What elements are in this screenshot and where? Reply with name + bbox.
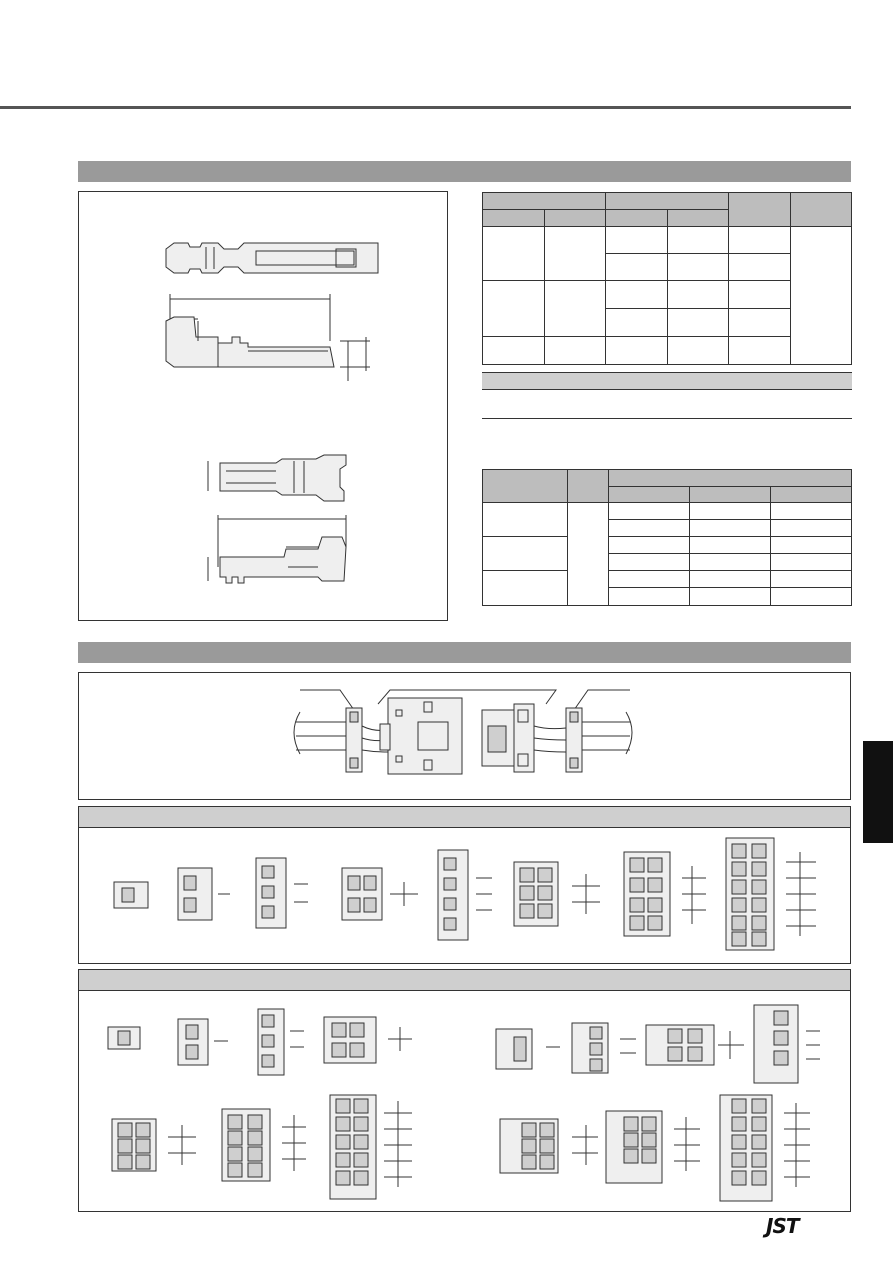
- plug-1-circuit: [108, 1027, 140, 1049]
- plug-panel-12-circuit: [720, 1095, 810, 1201]
- header-rule: [0, 106, 851, 109]
- receptacle-4-circuit: [342, 868, 418, 920]
- contact-b-plan-drawing: [208, 455, 346, 501]
- contact-b-side-drawing: [208, 515, 346, 583]
- section-bar-housings: [78, 642, 851, 663]
- plug-housing-drawings: [78, 969, 851, 1212]
- plug-panel-3-circuit: [572, 1023, 636, 1073]
- plug-6-circuit: [112, 1119, 196, 1171]
- spec-table-tools: [482, 469, 852, 606]
- plug-panel-4-circuit: [646, 1025, 744, 1065]
- note-rule: [482, 418, 852, 419]
- plug-12-circuit: [330, 1095, 412, 1199]
- plug-8-circuit: [222, 1109, 306, 1181]
- jst-logo: JST: [766, 1214, 799, 1238]
- receptacle-8-circuit: [624, 852, 706, 936]
- contact-drawings: [78, 191, 448, 621]
- plug-panel-8-circuit: [606, 1111, 700, 1183]
- receptacle-6-circuit-dual: [514, 862, 600, 926]
- plug-panel-6-circuit: [754, 1005, 820, 1083]
- receptacle-12-circuit: [726, 838, 816, 950]
- plug-panel-1-circuit: [496, 1029, 560, 1069]
- receptacle-6-circuit: [438, 850, 492, 940]
- receptacle-2-circuit: [178, 868, 230, 920]
- contact-a-side-drawing: [166, 294, 370, 381]
- plug-panel-6-circuit-dual: [500, 1119, 598, 1173]
- section-bar-contacts: [78, 161, 851, 182]
- receptacle-1-circuit: [114, 882, 148, 908]
- spec-table-contacts: [482, 192, 852, 365]
- mating-diagram: [78, 672, 851, 800]
- plug-3-circuit: [258, 1009, 304, 1075]
- section-side-tab: [863, 741, 893, 843]
- receptacle-3-circuit: [256, 858, 308, 928]
- contact-a-plan-drawing: [166, 243, 378, 273]
- plug-4-circuit: [324, 1017, 412, 1063]
- receptacle-housing-drawings: [78, 806, 851, 964]
- plug-2-circuit: [178, 1019, 228, 1065]
- note-bar: [482, 372, 852, 390]
